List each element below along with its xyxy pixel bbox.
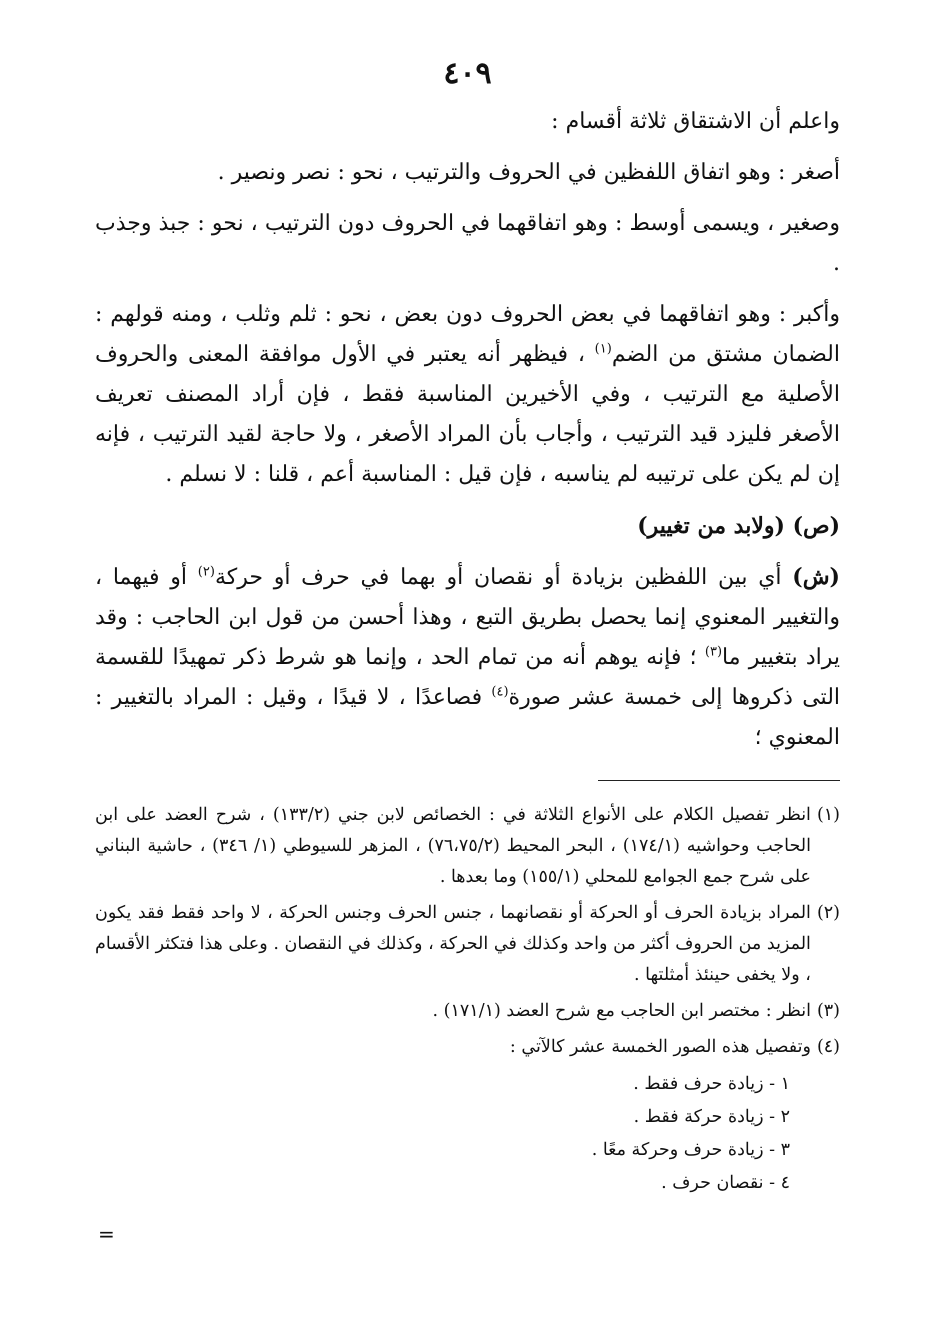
page-content xyxy=(95,52,840,758)
continuation-mark: = xyxy=(98,1222,115,1246)
page-number: ٤٠٩ xyxy=(443,56,492,91)
enumeration-item: ٢ - زيادة حركة فقط . xyxy=(633,1107,790,1127)
footnote-text: وتفصيل هذه الصور الخمسة عشر كالآتي : xyxy=(509,1037,811,1057)
sharh-marker: (ش) xyxy=(792,564,840,590)
matn-marker: (ص) xyxy=(792,513,840,539)
paragraph-asghar: أصغر : وهو اتفاق اللفظين في الحروف والترتيب ، نحو : نصر ونصير . xyxy=(217,160,840,185)
sharh-part-1: أي بين اللفظين بزيادة أو نقصان أو بهما في حرف أو حركة xyxy=(214,565,793,590)
footnote-text: المراد بزيادة الحرف أو الحركة أو نقصانهما ، جنس الحرف وجنس الحركة ، لا واحد فقط فقد يكون المزيد من الحروف أكثر من واحد وكذلك في الحركة ، وكذلك في النقصان . وعلى هذا فتكثر الأقسام ، ولا يخفى حينئذ أمثلتها . xyxy=(95,903,811,985)
footnote-mark: (١) xyxy=(816,805,840,825)
footnote-4 xyxy=(95,1032,840,1063)
footnote-ref-2: (٢) xyxy=(197,564,215,580)
footnote-mark: (٢) xyxy=(816,903,840,923)
paragraph-intro: واعلم أن الاشتقاق ثلاثة أقسام : xyxy=(551,109,840,134)
sharh-part-2: أو فيهما ، والتغيير المعنوي إنما يحصل بطريق التبع ، وهذا أحسن من قول ابن الحاجب : وقد يراد بتغيير ما xyxy=(95,565,840,670)
enumeration-item: ١ - زيادة حرف فقط . xyxy=(633,1074,790,1094)
footnote-ref-3: (٣) xyxy=(704,644,723,660)
footnote-text: انظر : مختصر ابن الحاجب مع شرح العضد (١٧١/١) . xyxy=(432,1001,811,1021)
footnote-2 xyxy=(95,898,840,991)
footnote-3 xyxy=(95,996,840,1027)
paragraph-akbar xyxy=(95,295,840,495)
footnote-separator xyxy=(598,780,840,781)
akbar-text-b: ، فيظهر أنه يعتبر في الأول موافقة المعنى والحروف الأصلية مع الترتيب ، وفي الأخيرين المناسبة فقط ، فإن أراد المصنف تعريف الأصغر فليزد قيد الترتيب ، وأجاب بأن المراد الأصغر ، ولا حاجة لقيد الترتيب ، فإنه إن لم يكن على ترتيبه لم يناسبه ، فإن قيل : المناسبة أعم ، قلنا : لا نسلم . xyxy=(95,342,840,487)
footnote-ref-4: (٤) xyxy=(491,684,509,700)
footnote-ref-1: (١) xyxy=(594,341,612,357)
enumeration-item: ٣ - زيادة حرف وحركة معًا . xyxy=(591,1140,790,1160)
footnote-mark: (٤) xyxy=(816,1037,840,1057)
footnotes xyxy=(95,800,840,1200)
akbar-text-a: وأكبر : وهو اتفاقهما في بعض الحروف دون بعض ، نحو : ثلم وثلب ، ومنه قولهم : الضمان مشتق من الضم xyxy=(95,302,840,367)
footnote-text: انظر تفصيل الكلام على الأنواع الثلاثة في : الخصائص لابن جني (١٣٣/٢) ، شرح العضد على ابن الحاجب وحواشيه (١٧٤/١) ، البحر المحيط (٧٦،٧٥/٢) ، المزهر للسيوطي (١/ ٣٤٦) ، حاشية البناني على شرح جمع الجوامع للمحلي (١٥٥/١) وما بعدها . xyxy=(95,805,811,887)
sharh-part-3: ؛ فإنه يوهم أنه من تمام الحد ، وإنما هو شرط ذكر تمهيدًا للقسمة التى ذكروها إلى خمسة عشر صورة xyxy=(95,645,841,710)
main-text xyxy=(95,102,840,758)
enumeration-list xyxy=(95,1068,790,1200)
enumeration-item: ٤ - نقصان حرف . xyxy=(661,1173,790,1193)
sharh-part-4: فصاعدًا ، لا قيدًا ، وقيل : المراد بالتغيير : المعنوي ؛ xyxy=(95,685,840,750)
footnote-mark: (٣) xyxy=(816,1001,840,1021)
matn-text: (ولابد من تغيير) xyxy=(637,513,785,539)
footnote-1 xyxy=(95,800,840,893)
matn-line xyxy=(95,506,840,546)
paragraph-saghir: وصغير ، ويسمى أوسط : وهو اتفاقهما في الحروف دون الترتيب ، نحو : جبذ وجذب . xyxy=(95,211,840,276)
paragraph-sharh xyxy=(95,557,840,758)
